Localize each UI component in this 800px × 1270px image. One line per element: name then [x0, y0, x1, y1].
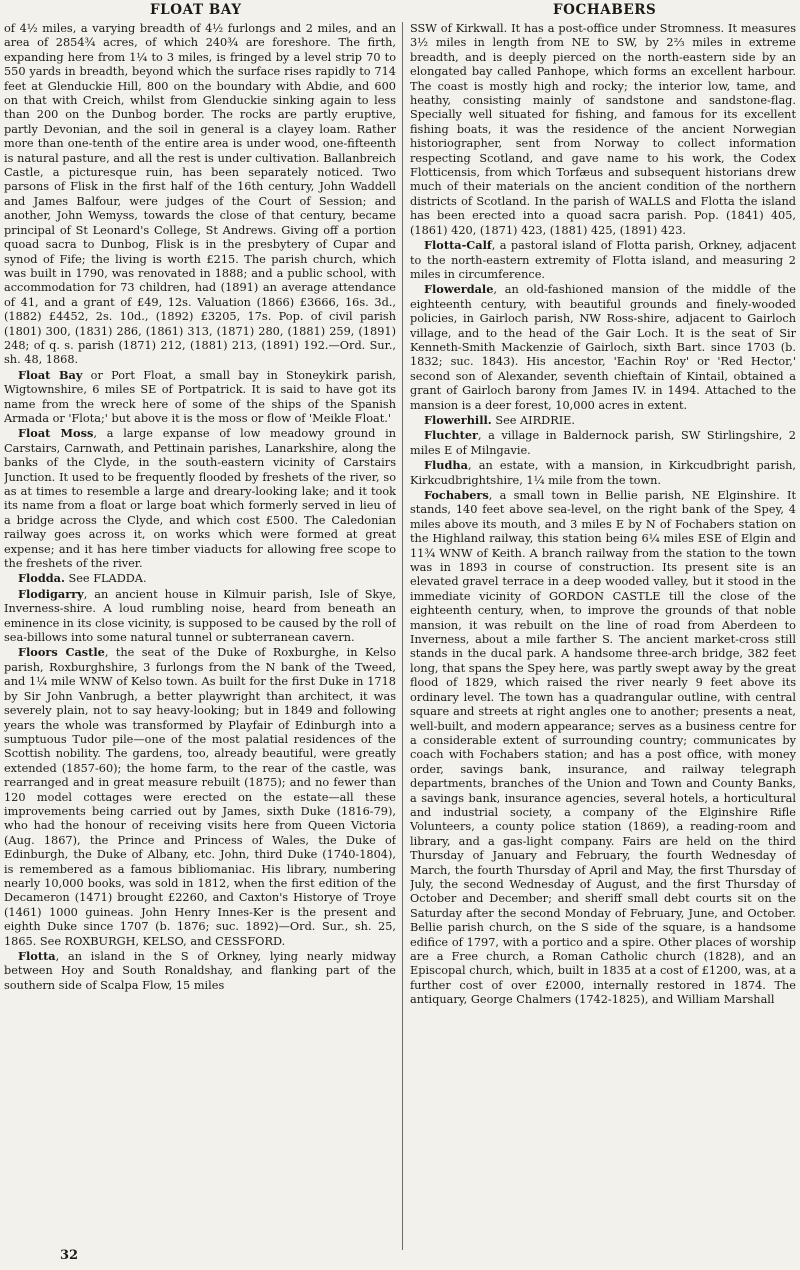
- entry-flodigarry: Flodigarry, an ancient house in Kilmuir parish, Isle of Skye, Inverness-shire. A loud rumbling noise, heard from beneath an eminence in its close vicinity, is supposed to be caused by the roll of sea-billows into some natural tunnel or subterranean cavern.: [4, 586, 396, 645]
- entry-flowerhill: Flowerhill. See AIRDRIE.: [424, 412, 576, 427]
- entry-headword: Floors Castle: [18, 645, 105, 660]
- entry-fluchter: Fluchter, a village in Baldernock parish, SW Stirlingshire, 2 miles E of Milngavie.: [410, 428, 796, 457]
- entry-fludha: Fludha, an estate, with a mansion, in Kirkcudbright parish, Kirkcudbrightshire, 1¼ mile from the town.: [410, 458, 796, 487]
- right-column: [410, 22, 796, 1247]
- entry-fochabers: Fochabers, a small town in Bellie parish, NE Elginshire. It stands, 140 feet above sea-level, on the right bank of the Spey, 4 miles above its mouth, and 3 miles E by N of Fochabers station on the Highland railway, this station being 6¼ miles ESE of Elgin and 11¾ WNW of Keith. A branch railway from the station to the town was in 1893 in course of construction. Its present site is an elevated gravel terrace in a deep wooded valley, but it stood in the immediate vicinity of GORDON CASTLE till the close of the eighteenth century, when, to improve the grounds of that noble mansion, it was rebuilt on the line of road from Aberdeen to Inverness, about a mile farther S. The ancient market-cross still stands in the ducal park. A handsome three-arch bridge, 382 feet long, that spans the Spey here, was partly swept away by the great flood of 1829, which raised the river nearly 9 feet above its ordinary level. The town has a quadrangular outline, with central square and streets at right angles one to another; presents a neat, well-built, and modern appearance; serves as a business centre for a considerable extent of surrounding country; communicates by coach with Fochabers station; and has a post office, with money order, savings bank, insurance, and railway telegraph departments, branches of the Union and Town and County Banks, a savings bank, insurance agencies, several hotels, a horticultural and industrial society, a company of the Elginshire Rifle Volunteers, a county police station (1869), a reading-room and library, and a gas-light company. Fairs are held on the third Thursday of January and February, the fourth Wednesday of March, the fourth Thursday of April and May, the first Thursday of July, the second Wednesday of August, and the first Thursday of October and December; and sheriff small debt courts sit on the Saturday after the second Monday of February, June, and October. Bellie parish church, on the S side of the square, is a handsome edifice of 1797, with a portico and a spire. Other places of worship are a Free church, a Roman Catholic church (1828), and an Episcopal church, which, built in 1835 at a cost of £1200, was, at a further cost of over £2000, internally restored in 1874. The antiquary, George Chalmers (1742-1825), and William Marshall: [410, 488, 796, 1007]
- entry-headword: Flodda.: [18, 571, 65, 586]
- entry-headword: Flodigarry: [18, 586, 84, 601]
- entry-headword: Flotta-Calf: [424, 238, 492, 253]
- left-column: [4, 22, 396, 1247]
- entry-headword: Flotta: [18, 949, 56, 963]
- entry-headword: Float Bay: [18, 367, 83, 382]
- entry-headword: Fluchter: [424, 428, 478, 443]
- entry-headword: Flowerhill.: [424, 412, 492, 427]
- page-number: 32: [60, 1248, 79, 1263]
- entry-flotta: Flotta, an island in the S of Orkney, lying nearly midway between Hoy and South Ronaldshay, and flanking part of the southern side of Scalpa Flow, 15 miles: [4, 949, 396, 992]
- entry-flodda: Flodda. See FLADDA.: [18, 571, 147, 586]
- entry-flowerdale: Flowerdale, an old-fashioned mansion of the middle of the eighteenth century, with beautiful grounds and finely-wooded policies, in Gairloch parish, NW Ross-shire, adjacent to Gairloch village, and to the head of the Gair Loch. It is the seat of Sir Kenneth-Smith Mackenzie of Gairloch, sixth Bart. since 1703 (b. 1832; suc. 1843). His ancestor, 'Eachin Roy' or 'Red Hector,' second son of Alexander, seventh chieftain of Kintail, obtained a grant of Gairloch barony from James IV. in 1494. Attached to the mansion is a deer forest, 10,000 acres in extent.: [410, 282, 796, 412]
- entry-continuation: of 4½ miles, a varying breadth of 4½ furlongs and 2 miles, and an area of 2854¾ acres, of which 240¾ are foreshore. The firth, expanding here from 1¼ to 3 miles, is fringed by a level strip 70 to 550 yards in breadth, beyond which the surface rises rapidly to 714 feet at Glenduckie Hill, 800 on the boundary with Abdie, and 600 on that with Creich, whilst from Glenduckie sinking again to less than 200 on the Dunbog border. The rocks are partly eruptive, partly Devonian, and the soil in general is a clayey loam. Rather more than one-tenth of the entire area is under wood, one-fifteenth is natural pasture, and all the rest is under cultivation. Ballanbreich Castle, a picturesque ruin, has been separately noticed. Two parsons of Flisk in the first half of the 16th century, John Waddell and James Balfour, were judges of the Court of Session; and another, John Wemyss, towards the close of that century, became principal of St Leonard's College, St Andrews. Giving off a portion quoad sacra to Dunbog, Flisk is in the presbytery of Cupar and synod of Fife; the living is worth £215. The parish church, which was built in 1790, was renovated in 1888; and a public school, with accommodation for 73 children, had (1891) an average attendance of 41, and a grant of £49, 12s. Valuation (1866) £3666, 16s. 3d., (1882) £4452, 2s. 10d., (1892) £3205, 17s. Pop. of civil parish (1801) 300, (1831) 286, (1861) 313, (1871) 280, (1881) 259, (1891) 248; of q. s. parish (1871) 212, (1881) 213, (1891) 192.—Ord. Sur., sh. 48, 1868.: [4, 22, 396, 367]
- column-divider: [402, 22, 403, 1250]
- entry-float-moss: Float Moss, a large expanse of low meadowy ground in Carstairs, Carnwath, and Pettinain parishes, Lanarkshire, along the banks of the Clyde, in the south-eastern vicinity of Carstairs Junction. It used to be frequently flooded by freshets of the river, so as at times to resemble a large and dreary-looking lake; and it took its name from a float or large boat which formerly served in lieu of a bridge across the Clyde, and which cost £500. The Caledonian railway goes across it, on works which were formed at great expense; and it has here timber viaducts for allowing free scope to the freshets of the river.: [4, 426, 396, 571]
- entry-continuation: SSW of Kirkwall. It has a post-office under Stromness. It measures 3½ miles in length from NE to SW, by 2⅔ miles in extreme breadth, and is deeply pierced on the north-eastern side by an elongated bay called Panhope, which forms an excellent harbour. The coast is mostly high and rocky; the interior low, tame, and heathy, consisting mainly of sandstone and sandstone-flag. Specially well situated for fishing, and famous for its excellent fishing boats, it was the residence of the ancient Norwegian historiographer, sent from Norway to collect information respecting Scotland, and gave name to his work, the Codex Flotticensis, from which Torfæus and subsequent historians drew much of their materials on the ancient condition of the northern districts of Scotland. In the parish of WALLS and Flotta the island has been erected into a quoad sacra parish. Pop. (1841) 405, (1861) 420, (1871) 423, (1881) 425, (1891) 423.: [410, 22, 796, 237]
- header-right-title: FOCHABERS: [553, 2, 657, 18]
- entry-floors-castle: Floors Castle, the seat of the Duke of Roxburghe, in Kelso parish, Roxburghshire, 3 furlongs from the N bank of the Tweed, and 1¼ mile WNW of Kelso town. As built for the first Duke in 1718 by Sir John Vanbrugh, a better playwright than architect, it was severely plain, not to say heavy-looking; but in 1849 and following years the whole was transformed by Playfair of Edinburgh into a sumptuous Tudor pile—one of the most palatial residences of the Scottish nobility. The gardens, too, already beautiful, were greatly extended (1857-60); the home farm, to the rear of the castle, was rearranged and in great measure rebuilt (1875); and no fewer than 120 model cottages were erected on the estate—all these improvements being carried out by James, sixth Duke (1816-79), who had the honour of receiving visits here from Queen Victoria (Aug. 1867), the Prince and Princess of Wales, the Duke of Edinburgh, the Duke of Albany, etc. John, third Duke (1740-1804), is remembered as a famous bibliomaniac. His library, numbering nearly 10,000 books, was sold in 1812, when the first edition of the Decameron (1471) brought £2260, and Caxton's Historye of Troye (1461) 1000 guineas. John Henry Innes-Ker is the present and eighth Duke since 1707 (b. 1876; suc. 1892)—Ord. Sur., sh. 25, 1865. See ROXBURGH, KELSO, and CESSFORD.: [4, 645, 396, 948]
- entry-headword: Fludha: [424, 458, 468, 473]
- entry-headword: Flowerdale: [424, 282, 494, 297]
- entry-headword: Fochabers: [424, 488, 489, 502]
- header-left-title: FLOAT BAY: [150, 2, 242, 18]
- entry-flotta-calf: Flotta-Calf, a pastoral island of Flotta parish, Orkney, adjacent to the north-eastern extremity of Flotta island, and measuring 2 miles in circumference.: [410, 238, 796, 281]
- entry-headword: Float Moss: [18, 426, 94, 441]
- entry-float-bay: Float Bay or Port Float, a small bay in Stoneykirk parish, Wigtownshire, 6 miles SE of Portpatrick. It is said to have got its name from the wreck here of some of the ships of the Spanish Armada or 'Flota;' but above it is the moss or flow of 'Meikle Float.': [4, 367, 396, 425]
- running-header: [0, 2, 800, 22]
